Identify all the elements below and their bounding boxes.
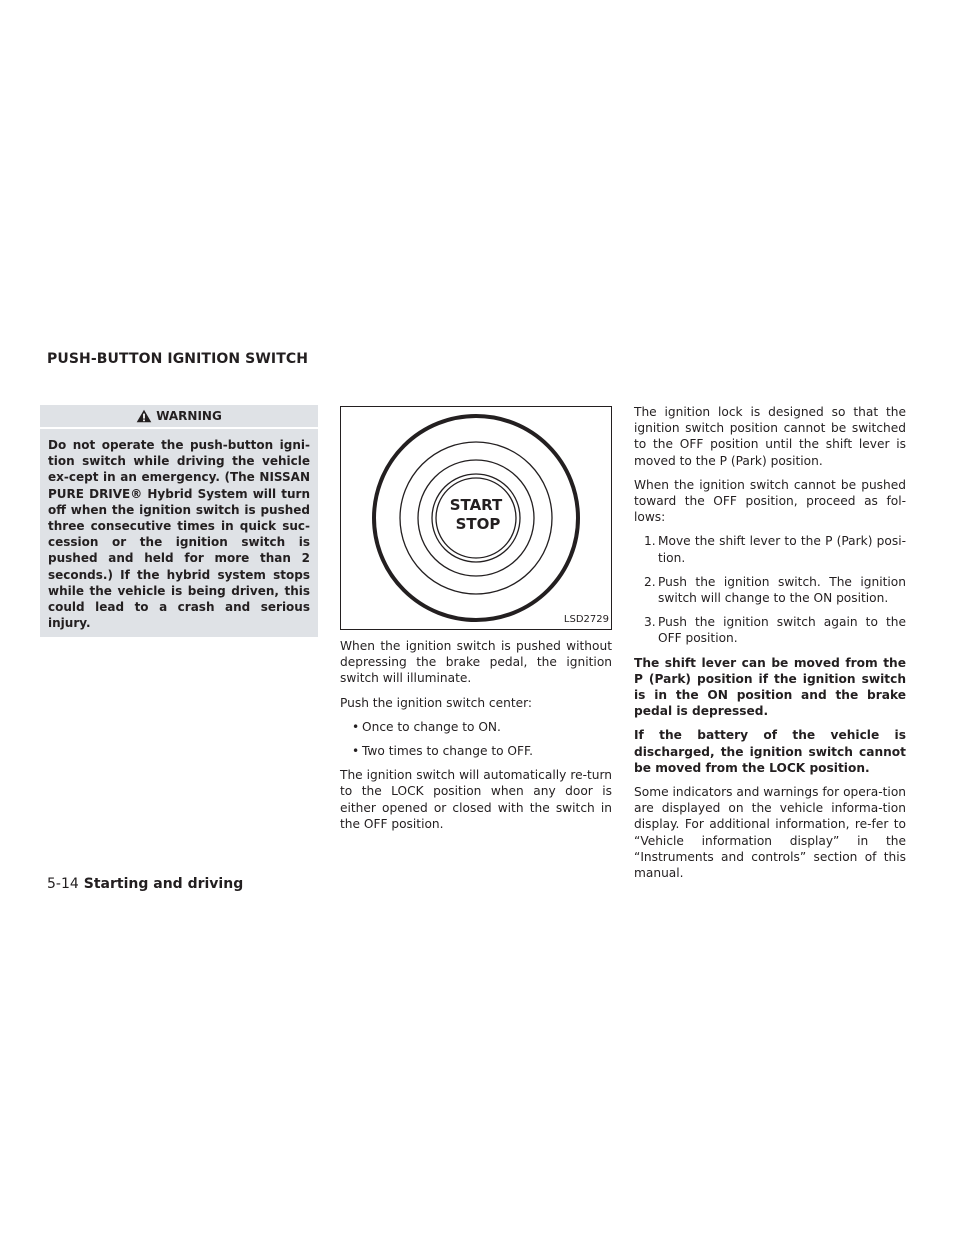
paragraph: Push the ignition switch center: (340, 695, 533, 710)
warning-title: WARNING (156, 408, 222, 423)
warning-header (40, 405, 318, 427)
section-title: PUSH-BUTTON IGNITION SWITCH (47, 351, 309, 367)
list-item: 2. Push the ignition switch. The ignition switch will change to the ON position. (644, 574, 906, 606)
paragraph: When the ignition switch cannot be pushed toward the OFF position, proceed as fol-lows: (634, 477, 906, 525)
bold-paragraph: If the battery of the vehicle is discharged, the ignition switch cannot be moved from the LOCK position. (634, 728, 906, 775)
list-item: 1. Move the shift lever to the P (Park) posi-tion. (644, 534, 906, 565)
paragraph: Some indicators and warnings for opera-tion are displayed on the vehicle informa-tion display. For additional information, re-fer to “Vehicle information display” in the “Instruments and controls” section of this manual. (634, 785, 906, 881)
column-3 (634, 404, 906, 889)
column-2 (340, 406, 612, 840)
button-label-stop: STOP (455, 515, 501, 533)
paragraph: When the ignition switch is pushed without depressing the brake pedal, the ignition switch will illuminate. (340, 639, 612, 686)
list-item: • Once to change to ON. (340, 719, 612, 735)
paragraph: The ignition switch will automatically re-turn to the LOCK position when any door is either opened or closed with the switch in the OFF position. (340, 768, 612, 831)
button-label-start: START (449, 496, 503, 514)
column-1 (40, 405, 318, 637)
chapter-title: Starting and driving (83, 876, 244, 892)
figure-code: LSD2729 (563, 613, 609, 625)
paragraph: The ignition lock is designed so that the ignition switch position cannot be switched to the OFF position until the shift lever is moved to the P (Park) position. (634, 405, 906, 468)
list-item: • Two times to change to OFF. (340, 743, 612, 759)
page-footer (47, 876, 243, 892)
bold-paragraph: The shift lever can be moved from the P (Park) position if the ignition switch is in the ON position and the brake pedal is depressed. (634, 655, 906, 719)
warning-text: Do not operate the push-button igni-tion switch while driving the vehicle ex-cept in an emergency. (The NISSAN PURE DRIVE® Hybrid System will turn off when the ignition switch is pushed three consecutive times in quick suc-cession or the ignition switch is pushed and held for more than 2 seconds.) If the hybrid system stops while the vehicle is being driven, this could lead to a crash and serious injury. (40, 429, 318, 637)
ignition-button-illustration (341, 407, 611, 629)
list-item: 3. Push the ignition switch again to the OFF position. (644, 615, 906, 646)
page-number: 5-14 (47, 876, 79, 892)
ignition-button-figure (340, 406, 612, 630)
warning-icon (136, 409, 152, 423)
